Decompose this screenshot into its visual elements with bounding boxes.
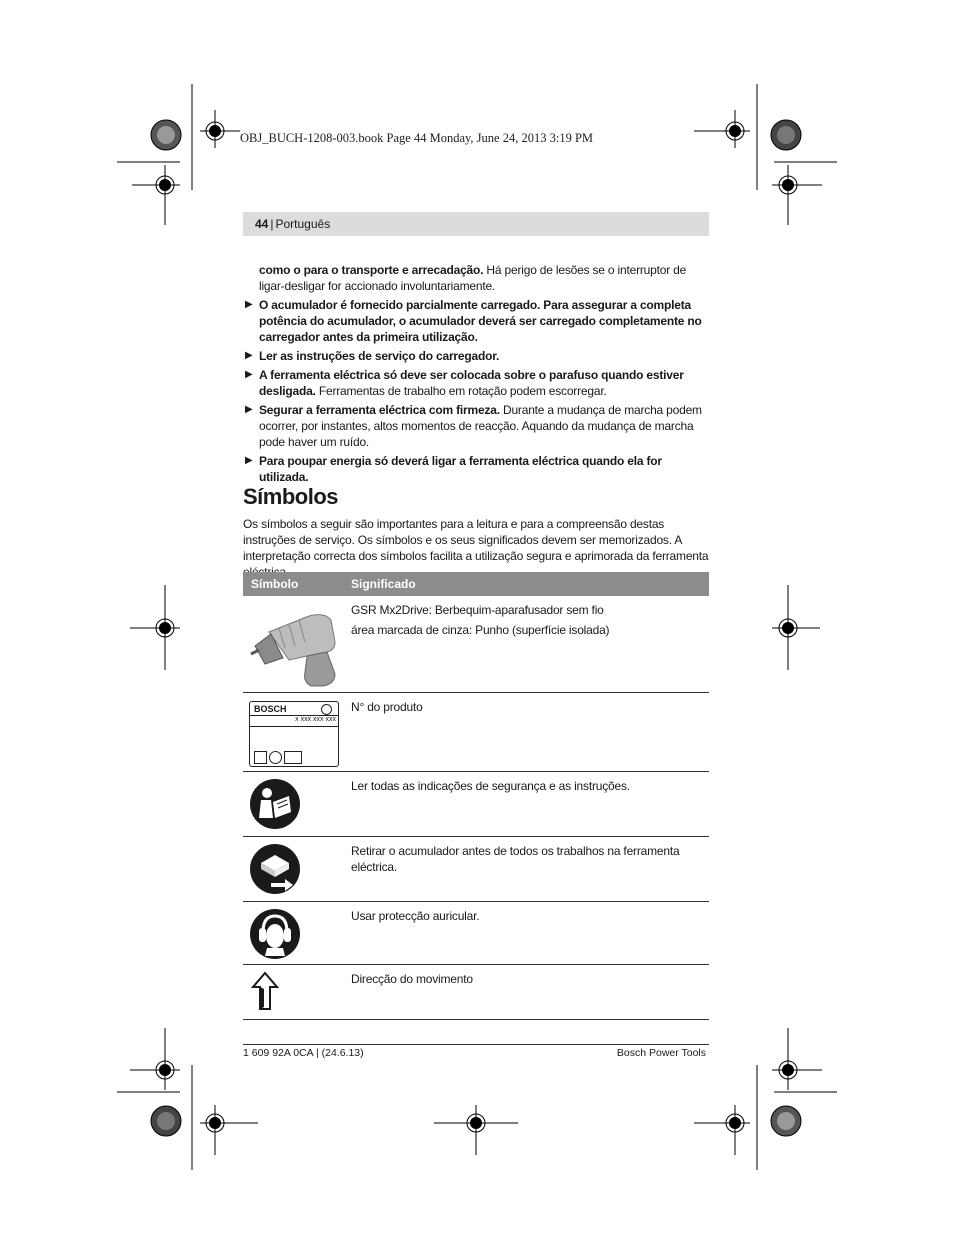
bullet-bold: Segurar a ferramenta eléctrica com firmeza. [259, 403, 500, 417]
bullet-item [243, 453, 709, 485]
bullet-bold: Ler as instruções de serviço do carregador. [259, 349, 500, 363]
table-row [243, 837, 709, 902]
table-row [243, 965, 709, 1020]
meaning-line: N° do produto [351, 700, 423, 714]
nameplate-brand: BOSCH [254, 704, 287, 714]
running-header [243, 212, 709, 236]
bullet-item [243, 348, 709, 364]
ear-protection-icon [249, 908, 301, 960]
row-meaning [351, 778, 707, 798]
bullet-glyph: ▶ [245, 299, 253, 310]
bullet-bold: A ferramenta eléctrica só deve ser colocada sobre o parafuso quando estiver desligada. [259, 368, 684, 398]
safety-text [243, 262, 709, 488]
bullet-item [243, 402, 709, 450]
meaning-line: Ler todas as indicações de segurança e as instruções. [351, 779, 630, 793]
row-meaning [351, 908, 707, 928]
meaning-line: GSR Mx2Drive: Berbequim-aparafusador sem fio [351, 603, 604, 617]
bullet-item [243, 367, 709, 399]
table-header [243, 572, 709, 596]
nameplate-number: x xxx xxx xxx [295, 716, 336, 723]
symbols-table [243, 572, 709, 1020]
page-number: 44 [255, 217, 269, 231]
remove-battery-icon [249, 843, 301, 895]
table-row [243, 772, 709, 837]
bullet-glyph: ▶ [245, 369, 253, 380]
row-meaning [351, 971, 707, 991]
column-header-symbol: Símbolo [251, 577, 299, 591]
bullet-glyph: ▶ [245, 350, 253, 361]
screwdriver-icon [249, 602, 341, 688]
slug-line: OBJ_BUCH-1208-003.book Page 44 Monday, June 24, 2013 3:19 PM [240, 131, 594, 145]
bullet-bold: Para poupar energia só deverá ligar a ferramenta eléctrica quando ela for utilizada. [259, 454, 662, 484]
direction-arrow-icon [249, 971, 279, 1011]
section-title: Símbolos [243, 484, 339, 509]
nameplate-icon [249, 701, 339, 767]
read-manual-icon [249, 778, 301, 830]
row-meaning [351, 699, 707, 719]
row-meaning [351, 602, 707, 642]
paragraph-bold: como o para o transporte e arrecadação. [259, 263, 484, 277]
section-intro: Os símbolos a seguir são importantes para a leitura e para a compreensão destas instruções de serviço. Os símbolos e os seus significados devem ser memorizados. A interpretação correcta dos símbolos facilita a utilização segura e aprimorada da ferramenta [243, 517, 709, 563]
bullet-glyph: ▶ [245, 404, 253, 415]
header-separator: | [270, 217, 274, 231]
header-language: Português [275, 217, 331, 231]
meaning-line: Retirar o acumulador antes de todos os trabalhos na ferramenta eléctrica. [351, 844, 680, 874]
paragraph-text: Há perigo de lesões se o interruptor de ligar-desligar for accionado involuntariamente. [259, 263, 687, 293]
footer-brand: Bosch Power Tools [616, 1047, 706, 1059]
table-row [243, 693, 709, 772]
meaning-line: área marcada de cinza: Punho (superfície isolada) [351, 623, 610, 637]
bullet-glyph: ▶ [245, 455, 253, 466]
column-header-meaning: Significado [351, 577, 416, 591]
bullet-text: Durante a mudança de marcha podem ocorrer, por instantes, altos momentos de reacção. Aquando da mudança de marcha pode haver um ruído. [259, 403, 702, 449]
table-row [243, 902, 709, 965]
bullet-text: Ferramentas de trabalho em rotação podem escorregar. [315, 384, 607, 398]
footer-rule [243, 1044, 709, 1045]
bullet-bold: O acumulador é fornecido parcialmente carregado. Para assegurar a completa potência do acumulador, o acumulador deverá ser carregado completamente no carregador antes da primeira utilização. [259, 298, 702, 344]
meaning-line: Usar protecção auricular. [351, 909, 480, 923]
row-meaning [351, 843, 707, 879]
nameplate-logo [321, 704, 332, 715]
bullet-item [243, 297, 709, 345]
paragraph-continued [243, 262, 709, 294]
table-row [243, 596, 709, 693]
footer-doc-number: 1 609 92A 0CA | (24.6.13) [243, 1047, 364, 1059]
meaning-line: Direcção do movimento [351, 972, 473, 986]
